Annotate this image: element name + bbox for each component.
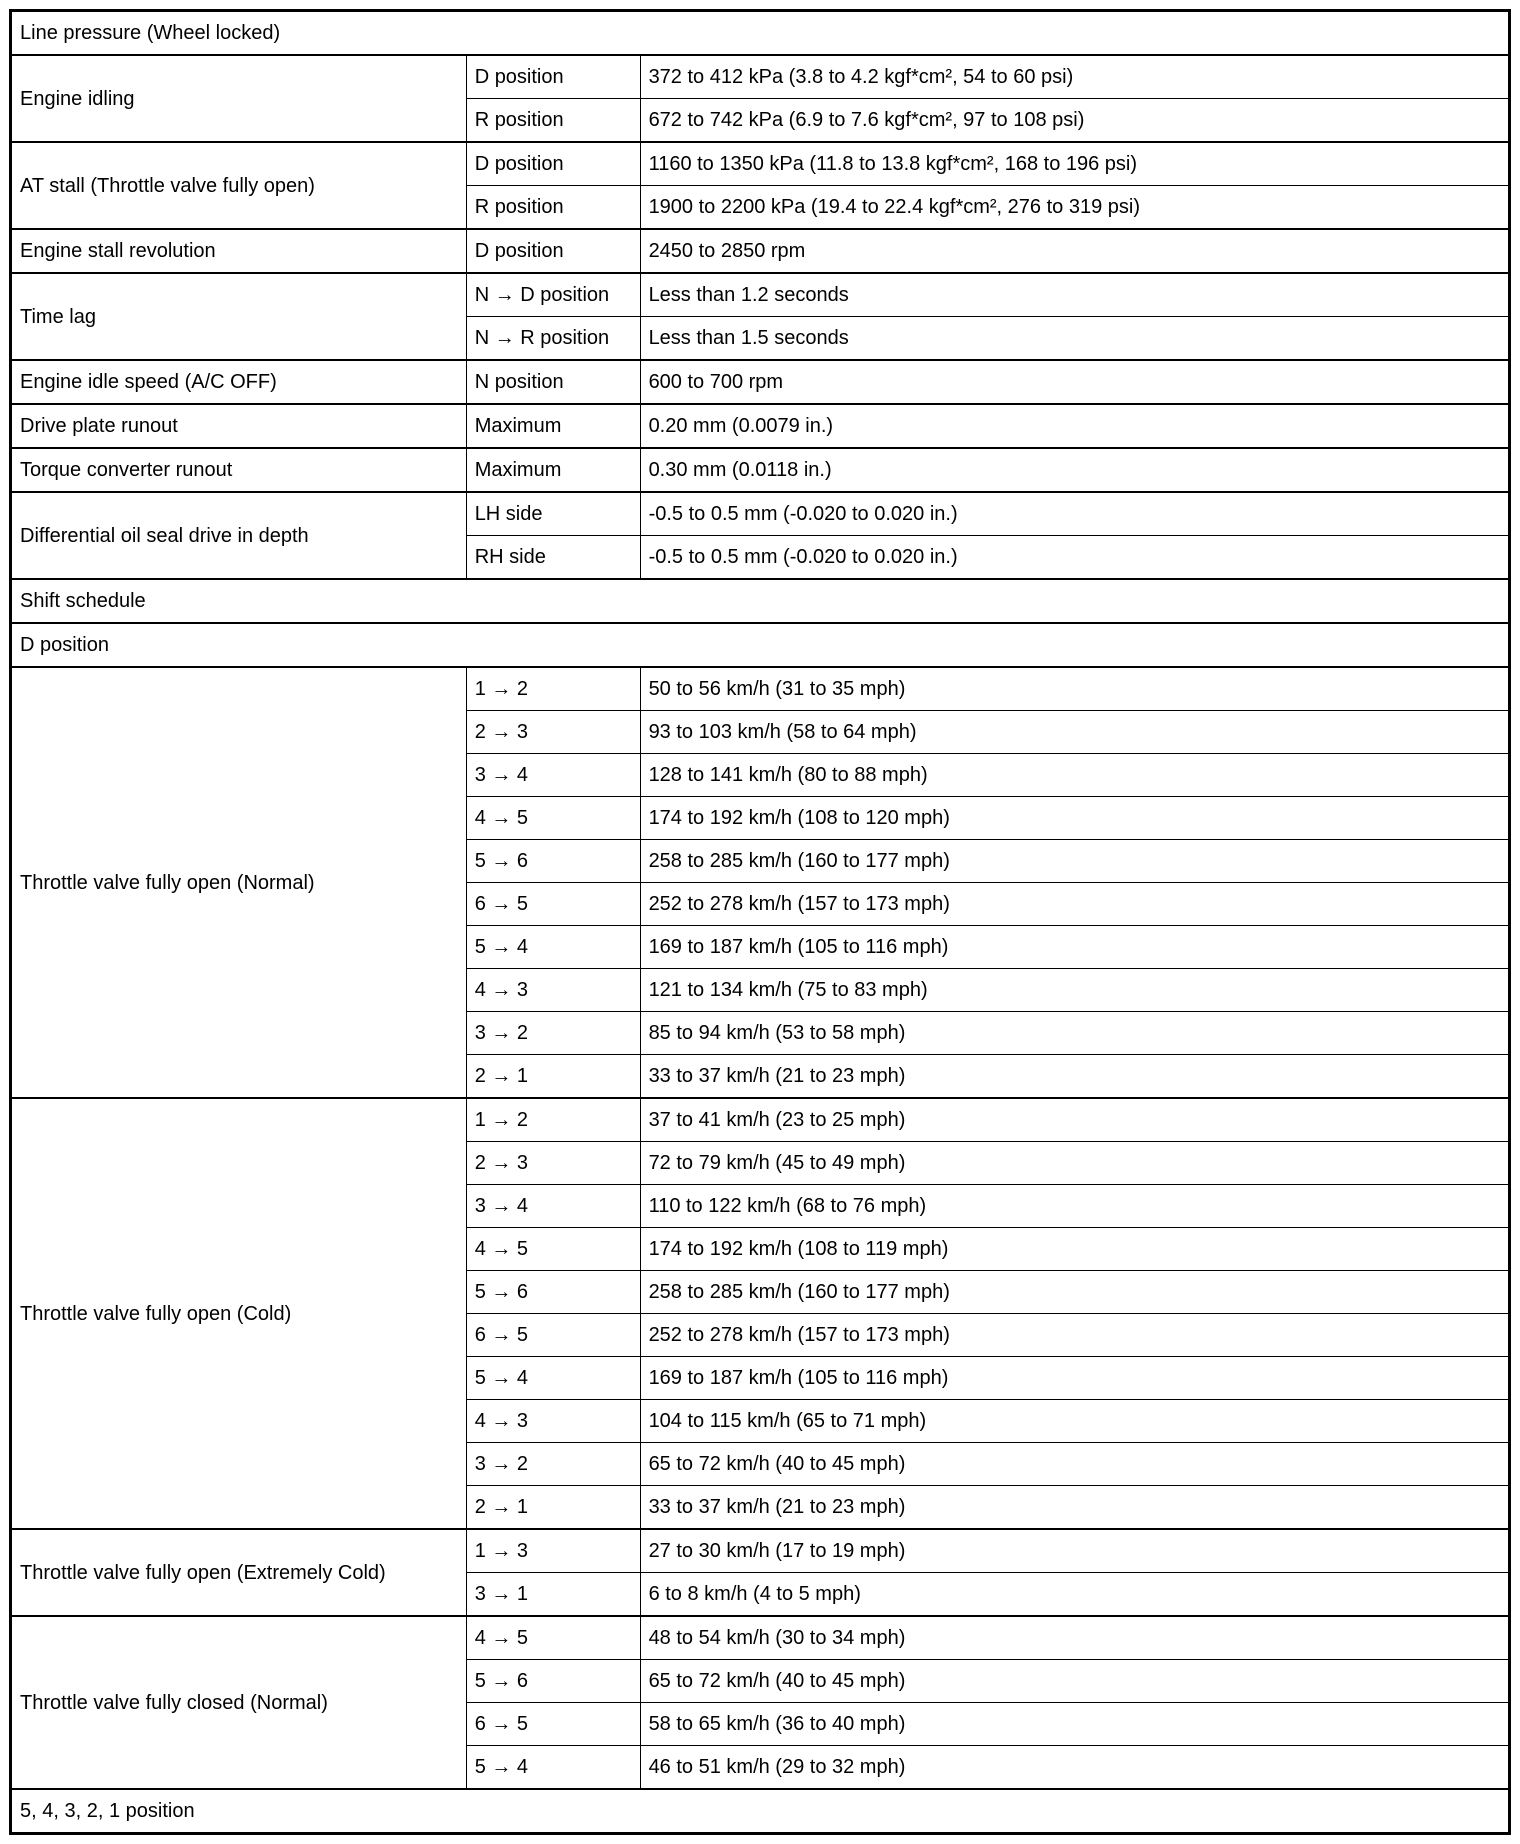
spec-value-cell: 174 to 192 km/h (108 to 119 mph) — [640, 1228, 1509, 1271]
spec-item-cell: Throttle valve fully open (Cold) — [11, 1098, 467, 1529]
spec-value-cell: 0.30 mm (0.0118 in.) — [640, 448, 1509, 492]
spec-condition-cell: D position — [466, 142, 640, 186]
spec-value-cell: 169 to 187 km/h (105 to 116 mph) — [640, 1357, 1509, 1400]
spec-item-cell: Drive plate runout — [11, 404, 467, 448]
spec-value-cell: 672 to 742 kPa (6.9 to 7.6 kgf*cm², 97 to 108 psi) — [640, 99, 1509, 143]
spec-value-cell: 169 to 187 km/h (105 to 116 mph) — [640, 926, 1509, 969]
spec-value-cell: 72 to 79 km/h (45 to 49 mph) — [640, 1142, 1509, 1185]
specifications-table — [9, 9, 1511, 1835]
spec-value-cell: 258 to 285 km/h (160 to 177 mph) — [640, 840, 1509, 883]
spec-row — [11, 142, 1510, 186]
spec-condition-cell: 4 → 5 — [466, 1616, 640, 1660]
spec-row — [11, 1529, 1510, 1573]
spec-condition-cell: N → R position — [466, 317, 640, 361]
spec-value-cell: 0.20 mm (0.0079 in.) — [640, 404, 1509, 448]
spec-condition-cell: 3 → 2 — [466, 1012, 640, 1055]
spec-condition-cell: 3 → 2 — [466, 1443, 640, 1486]
section-header-cell: D position — [11, 623, 1510, 667]
spec-value-cell: 252 to 278 km/h (157 to 173 mph) — [640, 883, 1509, 926]
spec-item-cell: Engine idle speed (A/C OFF) — [11, 360, 467, 404]
spec-item-cell: Throttle valve fully open (Extremely Cold) — [11, 1529, 467, 1616]
spec-condition-cell: 2 → 1 — [466, 1486, 640, 1530]
spec-condition-cell: 5 → 6 — [466, 1660, 640, 1703]
section-header-row — [11, 623, 1510, 667]
spec-value-cell: 46 to 51 km/h (29 to 32 mph) — [640, 1746, 1509, 1790]
spec-value-cell: 33 to 37 km/h (21 to 23 mph) — [640, 1055, 1509, 1099]
section-header-cell: Shift schedule — [11, 579, 1510, 623]
spec-item-cell: Differential oil seal drive in depth — [11, 492, 467, 579]
spec-value-cell: 50 to 56 km/h (31 to 35 mph) — [640, 667, 1509, 711]
spec-condition-cell: 5 → 4 — [466, 1746, 640, 1790]
spec-condition-cell: N → D position — [466, 273, 640, 317]
spec-condition-cell: 4 → 3 — [466, 969, 640, 1012]
spec-condition-cell: Maximum — [466, 448, 640, 492]
spec-condition-cell: R position — [466, 99, 640, 143]
spec-value-cell: 6 to 8 km/h (4 to 5 mph) — [640, 1573, 1509, 1617]
spec-condition-cell: 6 → 5 — [466, 1703, 640, 1746]
spec-item-cell: Throttle valve fully open (Normal) — [11, 667, 467, 1098]
section-header-cell: 5, 4, 3, 2, 1 position — [11, 1789, 1510, 1834]
spec-value-cell: 37 to 41 km/h (23 to 25 mph) — [640, 1098, 1509, 1142]
spec-value-cell: 27 to 30 km/h (17 to 19 mph) — [640, 1529, 1509, 1573]
spec-row — [11, 1098, 1510, 1142]
spec-condition-cell: 3 → 1 — [466, 1573, 640, 1617]
spec-item-cell: Time lag — [11, 273, 467, 360]
spec-value-cell: 174 to 192 km/h (108 to 120 mph) — [640, 797, 1509, 840]
spec-value-cell: 2450 to 2850 rpm — [640, 229, 1509, 273]
spec-condition-cell: 2 → 3 — [466, 1142, 640, 1185]
spec-item-cell: AT stall (Throttle valve fully open) — [11, 142, 467, 229]
spec-value-cell: 128 to 141 km/h (80 to 88 mph) — [640, 754, 1509, 797]
spec-value-cell: -0.5 to 0.5 mm (-0.020 to 0.020 in.) — [640, 492, 1509, 536]
spec-condition-cell: Maximum — [466, 404, 640, 448]
spec-condition-cell: 5 → 4 — [466, 1357, 640, 1400]
spec-condition-cell: 6 → 5 — [466, 883, 640, 926]
spec-value-cell: 372 to 412 kPa (3.8 to 4.2 kgf*cm², 54 to 60 psi) — [640, 55, 1509, 99]
spec-condition-cell: 1 → 3 — [466, 1529, 640, 1573]
spec-value-cell: Less than 1.2 seconds — [640, 273, 1509, 317]
spec-condition-cell: 3 → 4 — [466, 754, 640, 797]
spec-condition-cell: R position — [466, 186, 640, 230]
spec-value-cell: -0.5 to 0.5 mm (-0.020 to 0.020 in.) — [640, 536, 1509, 580]
spec-value-cell: 121 to 134 km/h (75 to 83 mph) — [640, 969, 1509, 1012]
spec-value-cell: 104 to 115 km/h (65 to 71 mph) — [640, 1400, 1509, 1443]
spec-condition-cell: LH side — [466, 492, 640, 536]
spec-value-cell: 48 to 54 km/h (30 to 34 mph) — [640, 1616, 1509, 1660]
spec-value-cell: 58 to 65 km/h (36 to 40 mph) — [640, 1703, 1509, 1746]
spec-item-cell: Torque converter runout — [11, 448, 467, 492]
spec-row — [11, 404, 1510, 448]
spec-condition-cell: 2 → 1 — [466, 1055, 640, 1099]
spec-value-cell: 33 to 37 km/h (21 to 23 mph) — [640, 1486, 1509, 1530]
spec-condition-cell: D position — [466, 55, 640, 99]
spec-row — [11, 273, 1510, 317]
spec-value-cell: Less than 1.5 seconds — [640, 317, 1509, 361]
spec-value-cell: 1900 to 2200 kPa (19.4 to 22.4 kgf*cm², 276 to 319 psi) — [640, 186, 1509, 230]
spec-value-cell: 252 to 278 km/h (157 to 173 mph) — [640, 1314, 1509, 1357]
spec-value-cell: 65 to 72 km/h (40 to 45 mph) — [640, 1660, 1509, 1703]
spec-condition-cell: 5 → 6 — [466, 840, 640, 883]
spec-item-cell: Engine idling — [11, 55, 467, 142]
spec-value-cell: 85 to 94 km/h (53 to 58 mph) — [640, 1012, 1509, 1055]
spec-row — [11, 492, 1510, 536]
spec-value-cell: 1160 to 1350 kPa (11.8 to 13.8 kgf*cm², 168 to 196 psi) — [640, 142, 1509, 186]
spec-condition-cell: N position — [466, 360, 640, 404]
spec-value-cell: 110 to 122 km/h (68 to 76 mph) — [640, 1185, 1509, 1228]
spec-condition-cell: 6 → 5 — [466, 1314, 640, 1357]
spec-value-cell: 258 to 285 km/h (160 to 177 mph) — [640, 1271, 1509, 1314]
spec-row — [11, 667, 1510, 711]
spec-condition-cell: 3 → 4 — [466, 1185, 640, 1228]
spec-condition-cell: D position — [466, 229, 640, 273]
spec-condition-cell: 4 → 5 — [466, 797, 640, 840]
spec-value-cell: 93 to 103 km/h (58 to 64 mph) — [640, 711, 1509, 754]
spec-value-cell: 600 to 700 rpm — [640, 360, 1509, 404]
spec-row — [11, 1616, 1510, 1660]
spec-row — [11, 55, 1510, 99]
spec-condition-cell: 1 → 2 — [466, 1098, 640, 1142]
spec-condition-cell: 5 → 4 — [466, 926, 640, 969]
spec-condition-cell: 2 → 3 — [466, 711, 640, 754]
spec-value-cell: 65 to 72 km/h (40 to 45 mph) — [640, 1443, 1509, 1486]
spec-item-cell: Throttle valve fully closed (Normal) — [11, 1616, 467, 1789]
section-header-row — [11, 1789, 1510, 1834]
spec-row — [11, 229, 1510, 273]
spec-condition-cell: RH side — [466, 536, 640, 580]
section-header-row — [11, 579, 1510, 623]
spec-row — [11, 448, 1510, 492]
specifications-table-body — [11, 11, 1510, 1834]
spec-condition-cell: 5 → 6 — [466, 1271, 640, 1314]
spec-condition-cell: 1 → 2 — [466, 667, 640, 711]
section-header-row — [11, 11, 1510, 56]
spec-condition-cell: 4 → 3 — [466, 1400, 640, 1443]
spec-condition-cell: 4 → 5 — [466, 1228, 640, 1271]
section-header-cell: Line pressure (Wheel locked) — [11, 11, 1510, 56]
spec-item-cell: Engine stall revolution — [11, 229, 467, 273]
spec-row — [11, 360, 1510, 404]
